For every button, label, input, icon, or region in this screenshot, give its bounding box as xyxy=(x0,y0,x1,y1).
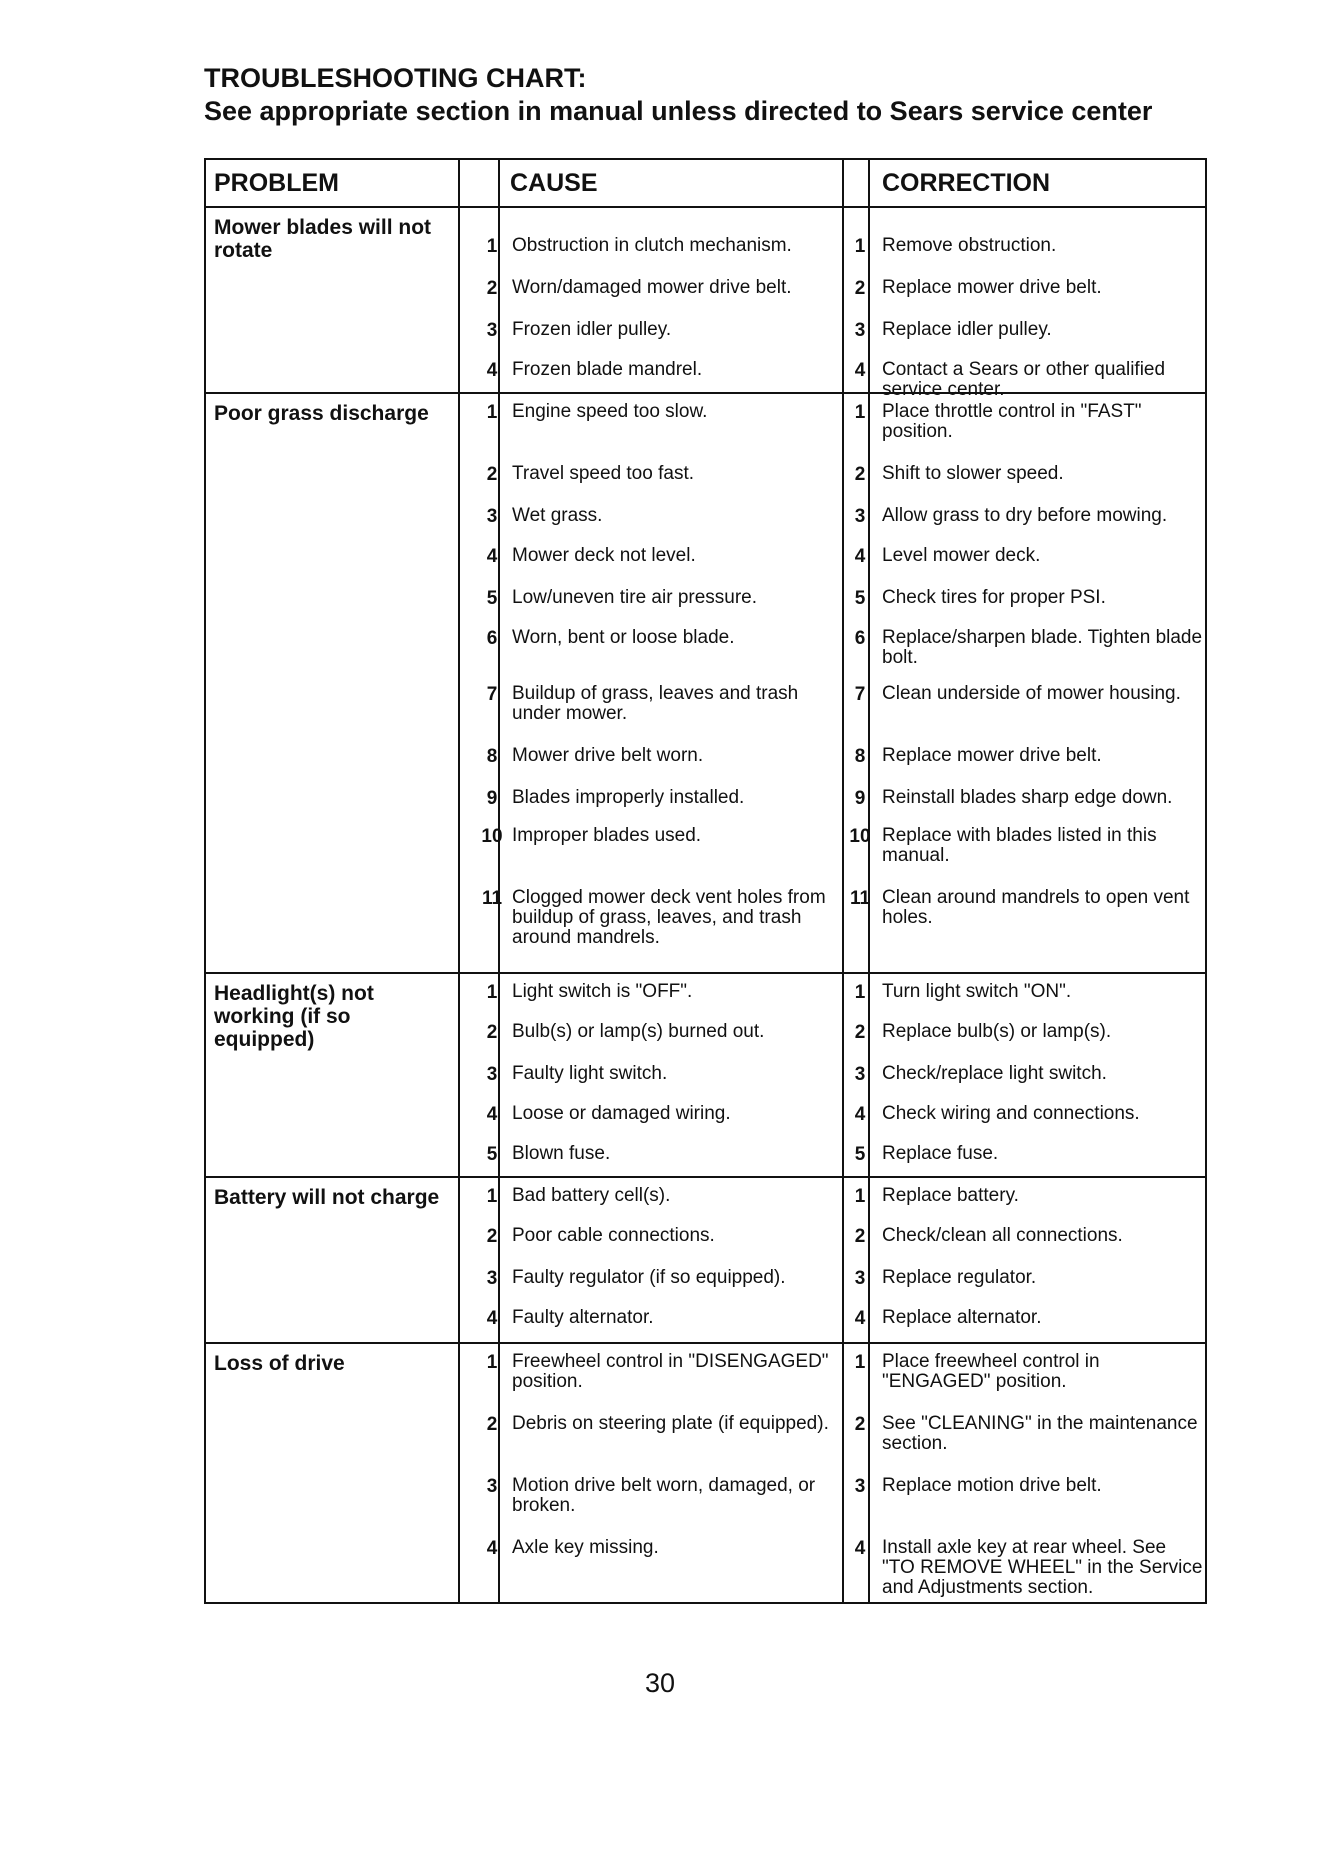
correction-text: Place freewheel control in "ENGAGED" position. xyxy=(882,1351,1100,1392)
correction-number: 2 xyxy=(854,1022,866,1043)
correction-number: 1 xyxy=(854,236,866,257)
table-header xyxy=(206,160,1205,208)
correction-text: Install axle key at rear wheel. See "TO REMOVE WHEEL" in the Service and Adjustments section. xyxy=(882,1537,1203,1598)
problem-group xyxy=(206,208,1205,400)
cause-text: Loose or damaged wiring. xyxy=(512,1103,731,1124)
correction-number: 9 xyxy=(854,788,866,809)
correction-text: Shift to slower speed. xyxy=(882,463,1064,484)
cause-number: 6 xyxy=(486,628,498,649)
cause-text: Mower deck not level. xyxy=(512,545,696,566)
cause-number: 1 xyxy=(486,982,498,1003)
cause-number: 1 xyxy=(486,236,498,257)
correction-number: 5 xyxy=(854,588,866,609)
cause-text: Faulty regulator (if so equipped). xyxy=(512,1267,786,1288)
problem-group xyxy=(206,974,1205,1178)
cause-text: Motion drive belt worn, damaged, or broken. xyxy=(512,1475,816,1516)
correction-number: 2 xyxy=(854,1226,866,1247)
cause-number: 3 xyxy=(486,1268,498,1289)
chart-title: TROUBLESHOOTING CHART: xyxy=(204,63,587,93)
correction-number: 2 xyxy=(854,278,866,299)
problem-label: Loss of drive xyxy=(214,1352,345,1375)
correction-text: Reinstall blades sharp edge down. xyxy=(882,787,1173,808)
problem-label: Mower blades will not rotate xyxy=(214,216,432,262)
cause-number: 3 xyxy=(486,1064,498,1085)
cause-number: 2 xyxy=(486,278,498,299)
correction-text: Replace mower drive belt. xyxy=(882,277,1102,298)
header-problem: PROBLEM xyxy=(214,169,339,197)
problem-label: Poor grass discharge xyxy=(214,402,429,425)
correction-number: 6 xyxy=(854,628,866,649)
correction-text: Replace alternator. xyxy=(882,1307,1042,1328)
correction-text: Level mower deck. xyxy=(882,545,1041,566)
cause-text: Wet grass. xyxy=(512,505,603,526)
cause-number: 4 xyxy=(486,360,498,381)
correction-number: 11 xyxy=(849,888,871,909)
cause-number: 4 xyxy=(486,1308,498,1329)
header-cause: CAUSE xyxy=(510,169,598,197)
cause-number: 9 xyxy=(486,788,498,809)
problem-label: Headlight(s) not working (if so equipped) xyxy=(214,982,374,1051)
page-heading xyxy=(204,62,1152,128)
cause-number: 2 xyxy=(486,464,498,485)
correction-text: Turn light switch "ON". xyxy=(882,981,1072,1002)
cause-text: Frozen idler pulley. xyxy=(512,319,672,340)
correction-text: Check/clean all connections. xyxy=(882,1225,1123,1246)
correction-text: Clean underside of mower housing. xyxy=(882,683,1181,704)
cause-text: Travel speed too fast. xyxy=(512,463,695,484)
cause-text: Freewheel control in "DISENGAGED" position. xyxy=(512,1351,829,1392)
cause-text: Axle key missing. xyxy=(512,1537,659,1558)
correction-number: 2 xyxy=(854,1414,866,1435)
cause-number: 1 xyxy=(486,402,498,423)
cause-text: Faulty light switch. xyxy=(512,1063,668,1084)
correction-text: Replace bulb(s) or lamp(s). xyxy=(882,1021,1112,1042)
cause-number: 5 xyxy=(486,1144,498,1165)
correction-number: 5 xyxy=(854,1144,866,1165)
cause-number: 1 xyxy=(486,1352,498,1373)
cause-number: 3 xyxy=(486,320,498,341)
cause-text: Clogged mower deck vent holes from buildup of grass, leaves, and trash around mandrels. xyxy=(512,887,826,948)
correction-number: 3 xyxy=(854,506,866,527)
cause-text: Improper blades used. xyxy=(512,825,702,846)
chart-subtitle: See appropriate section in manual unless directed to Sears service center xyxy=(204,96,1153,126)
correction-number: 1 xyxy=(854,402,866,423)
correction-text: Contact a Sears or other qualified service center. xyxy=(882,359,1166,400)
correction-text: Replace battery. xyxy=(882,1185,1019,1206)
cause-text: Blown fuse. xyxy=(512,1143,611,1164)
cause-text: Poor cable connections. xyxy=(512,1225,715,1246)
cause-number: 7 xyxy=(486,684,498,705)
correction-text: Replace/sharpen blade. Tighten blade bolt. xyxy=(882,627,1203,668)
cause-text: Light switch is "OFF". xyxy=(512,981,693,1002)
correction-text: Replace motion drive belt. xyxy=(882,1475,1102,1496)
cause-number: 11 xyxy=(481,888,503,909)
cause-text: Worn/damaged mower drive belt. xyxy=(512,277,792,298)
cause-number: 3 xyxy=(486,1476,498,1497)
correction-number: 3 xyxy=(854,1268,866,1289)
correction-text: Replace with blades listed in this manual. xyxy=(882,825,1157,866)
cause-number: 4 xyxy=(486,1538,498,1559)
correction-number: 7 xyxy=(854,684,866,705)
cause-text: Worn, bent or loose blade. xyxy=(512,627,735,648)
correction-number: 4 xyxy=(854,1104,866,1125)
cause-text: Bulb(s) or lamp(s) burned out. xyxy=(512,1021,765,1042)
correction-number: 3 xyxy=(854,1476,866,1497)
header-correction: CORRECTION xyxy=(882,169,1051,197)
correction-number: 4 xyxy=(854,546,866,567)
correction-number: 3 xyxy=(854,320,866,341)
correction-number: 4 xyxy=(854,1308,866,1329)
correction-number: 8 xyxy=(854,746,866,767)
correction-text: Replace fuse. xyxy=(882,1143,999,1164)
problem-label: Battery will not charge xyxy=(214,1186,440,1209)
correction-text: Replace regulator. xyxy=(882,1267,1037,1288)
correction-number: 10 xyxy=(849,826,871,847)
cause-text: Engine speed too slow. xyxy=(512,401,708,422)
problem-group xyxy=(206,1344,1205,1602)
cause-text: Frozen blade mandrel. xyxy=(512,359,703,380)
correction-number: 1 xyxy=(854,1186,866,1207)
cause-number: 2 xyxy=(486,1414,498,1435)
correction-text: Check/replace light switch. xyxy=(882,1063,1107,1084)
page-number: 30 xyxy=(644,1668,676,1698)
troubleshooting-table xyxy=(204,158,1207,1604)
cause-text: Debris on steering plate (if equipped). xyxy=(512,1413,829,1434)
cause-text: Faulty alternator. xyxy=(512,1307,654,1328)
correction-number: 2 xyxy=(854,464,866,485)
correction-number: 4 xyxy=(854,1538,866,1559)
correction-text: Check wiring and connections. xyxy=(882,1103,1140,1124)
correction-text: See "CLEANING" in the maintenance section. xyxy=(882,1413,1198,1454)
correction-number: 1 xyxy=(854,1352,866,1373)
cause-text: Blades improperly installed. xyxy=(512,787,745,808)
correction-text: Remove obstruction. xyxy=(882,235,1057,256)
correction-number: 3 xyxy=(854,1064,866,1085)
cause-number: 1 xyxy=(486,1186,498,1207)
correction-text: Replace mower drive belt. xyxy=(882,745,1102,766)
correction-text: Place throttle control in "FAST" position. xyxy=(882,401,1142,442)
cause-text: Obstruction in clutch mechanism. xyxy=(512,235,792,256)
cause-number: 2 xyxy=(486,1022,498,1043)
cause-number: 10 xyxy=(481,826,503,847)
cause-number: 4 xyxy=(486,546,498,567)
correction-text: Clean around mandrels to open vent holes. xyxy=(882,887,1190,928)
correction-number: 1 xyxy=(854,982,866,1003)
cause-text: Buildup of grass, leaves and trash under mower. xyxy=(512,683,799,724)
cause-number: 8 xyxy=(486,746,498,767)
cause-text: Mower drive belt worn. xyxy=(512,745,704,766)
correction-number: 4 xyxy=(854,360,866,381)
cause-number: 5 xyxy=(486,588,498,609)
correction-text: Allow grass to dry before mowing. xyxy=(882,505,1168,526)
correction-text: Replace idler pulley. xyxy=(882,319,1052,340)
cause-text: Bad battery cell(s). xyxy=(512,1185,671,1206)
cause-number: 4 xyxy=(486,1104,498,1125)
problem-group xyxy=(206,394,1205,974)
cause-number: 2 xyxy=(486,1226,498,1247)
correction-text: Check tires for proper PSI. xyxy=(882,587,1106,608)
cause-number: 3 xyxy=(486,506,498,527)
problem-group xyxy=(206,1178,1205,1344)
cause-text: Low/uneven tire air pressure. xyxy=(512,587,758,608)
